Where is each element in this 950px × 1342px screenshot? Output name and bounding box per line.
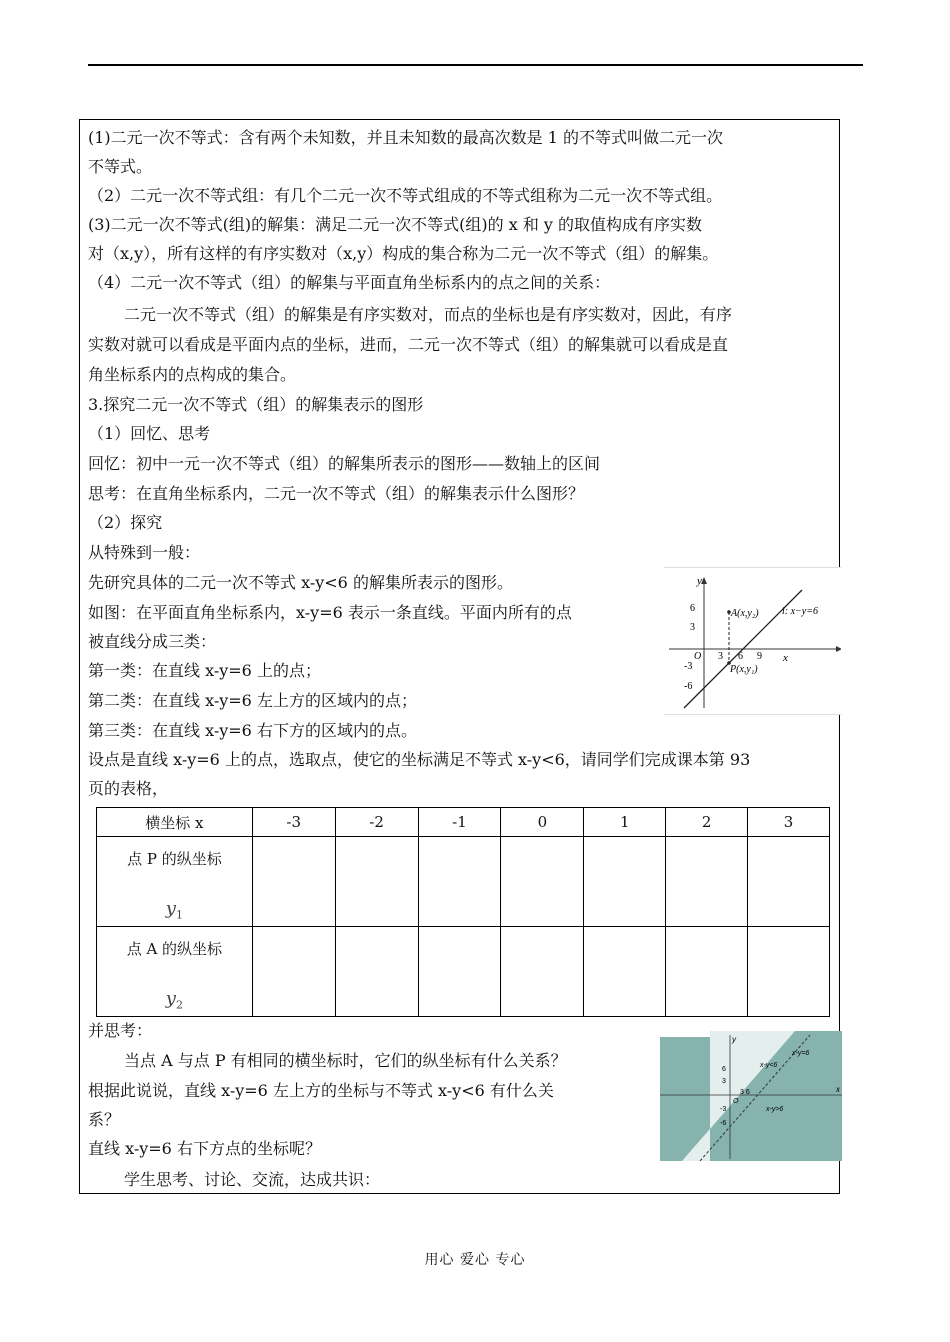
line-label: l: x−y=6	[782, 606, 818, 617]
row-label-cell	[97, 837, 253, 927]
x-axis-label: x	[836, 1085, 840, 1094]
paragraph: 从特殊到一般：	[88, 543, 201, 562]
paragraph: （2）探究	[88, 513, 163, 532]
paragraph: (3)二元一次不等式(组)的解集：满足二元一次不等式(组)的 x 和 y 的取值构成有序实数	[88, 215, 703, 234]
row-label-cell	[97, 927, 253, 1017]
paragraph: 系？	[88, 1110, 121, 1129]
table-header-cell: 1	[584, 808, 666, 837]
table-row-a	[97, 927, 830, 1017]
paragraph: 先研究具体的二元一次不等式 x-y<6 的解集所表示的图形。	[88, 573, 513, 592]
x-axis-arrow	[836, 646, 841, 652]
origin-label: O	[733, 1098, 739, 1105]
x-tick-6: 6	[738, 651, 743, 662]
paragraph: 页的表格，	[88, 779, 169, 798]
paragraph: 学生思考、讨论、交流，达成共识：	[124, 1170, 381, 1189]
y-axis-arrow	[701, 577, 707, 584]
section-heading: 3.探究二元一次不等式（组）的解集表示的图形	[88, 395, 424, 414]
y-axis-label: y	[732, 1035, 736, 1044]
paragraph: 第一类：在直线 x-y=6 上的点；	[88, 661, 321, 680]
paragraph: 根据此说说，直线 x-y=6 左上方的坐标与不等式 x-y<6 有什么关	[88, 1081, 554, 1100]
table-cell[interactable]	[666, 837, 748, 927]
table-cell[interactable]	[666, 927, 748, 1017]
paragraph: 第三类：在直线 x-y=6 右下方的区域内的点。	[88, 721, 417, 740]
paragraph: 不等式。	[88, 157, 153, 176]
upper-region-label: x-y<6	[760, 1062, 778, 1069]
table-cell[interactable]	[584, 927, 666, 1017]
paragraph: 第二类：在直线 x-y=6 左上方的区域内的点；	[88, 691, 417, 710]
paragraph: （2）二元一次不等式组：有几个二元一次不等式组成的不等式组称为二元一次不等式组。	[88, 186, 723, 205]
tick-neg3: -3	[720, 1106, 727, 1113]
paragraph: （4）二元一次不等式（组）的解集与平面直角坐标系内的点之间的关系：	[88, 273, 611, 292]
table-header-cell: -1	[418, 808, 501, 837]
point-p-label: P(x,y₁)	[730, 664, 758, 675]
table-cell[interactable]	[418, 837, 501, 927]
coordinate-table	[96, 807, 830, 1017]
table-cell[interactable]	[748, 927, 830, 1017]
paragraph: 如图：在平面直角坐标系内，x-y=6 表示一条直线。平面内所有的点	[88, 603, 572, 622]
half-plane-figure	[660, 1031, 842, 1161]
paragraph: (1)二元一次不等式：含有两个未知数，并且未知数的最高次数是 1 的不等式叫做二元一次	[88, 128, 724, 147]
table-header-cell: -2	[335, 808, 418, 837]
lower-region-label: x-y>6	[766, 1106, 784, 1113]
origin-label: O	[694, 651, 702, 662]
paragraph: 直线 x-y=6 右下方点的坐标呢？	[88, 1139, 321, 1158]
table-cell[interactable]	[584, 837, 666, 927]
y-axis-label: y	[697, 575, 702, 587]
paragraph: 实数对就可以看成是平面内点的坐标，进而，二元一次不等式（组）的解集就可以看成是直	[88, 335, 729, 354]
table-cell[interactable]	[748, 837, 830, 927]
paragraph: 回忆：初中一元一次不等式（组）的解集所表示的图形——数轴上的区间	[88, 454, 601, 473]
tick-3: 3	[722, 1078, 726, 1085]
paragraph: （1）回忆、思考	[88, 424, 211, 443]
table-header-cell: 2	[666, 808, 748, 837]
table-cell[interactable]	[501, 837, 584, 927]
paragraph: 思考：在直角坐标系内，二元一次不等式（组）的解集表示什么图形？	[88, 484, 585, 503]
paragraph: 角坐标系内的点构成的集合。	[88, 365, 297, 384]
table-cell[interactable]	[335, 927, 418, 1017]
y-tick-neg3: -3	[684, 661, 693, 672]
x-tick-3: 3	[718, 651, 723, 662]
y1-symbol: $y_1$	[165, 897, 183, 922]
paragraph: 二元一次不等式（组）的解集是有序实数对，而点的坐标也是有序实数对，因此，有序	[124, 305, 733, 324]
table-header-cell: 3	[748, 808, 830, 837]
tick-6: 6	[722, 1066, 726, 1073]
table-header-cell: -3	[252, 808, 335, 837]
paragraph: 并思考：	[88, 1021, 153, 1040]
table-row-p	[97, 837, 830, 927]
x-ticks: 3 6	[740, 1089, 750, 1096]
table-cell[interactable]	[335, 837, 418, 927]
half-plane-image	[660, 1031, 842, 1161]
table-header-label: 横坐标 x	[97, 808, 253, 837]
line-label: x-y=6	[792, 1050, 810, 1057]
table-cell[interactable]	[501, 927, 584, 1017]
header-rule	[88, 64, 863, 66]
line-graph-image	[664, 568, 841, 714]
page-footer: 用心 爱心 专心	[424, 1252, 526, 1268]
y-tick-6: 6	[690, 603, 695, 614]
table-header-row	[97, 808, 830, 837]
y-tick-3: 3	[690, 622, 695, 633]
coordinate-figure	[664, 567, 841, 715]
paragraph: 对（x,y），所有这样的有序实数对（x,y）构成的集合称为二元一次不等式（组）的解集。	[88, 244, 719, 263]
table-header-cell: 0	[501, 808, 584, 837]
table-cell[interactable]	[252, 837, 335, 927]
paragraph: 被直线分成三类：	[88, 632, 217, 651]
x-tick-9: 9	[757, 651, 762, 662]
tick-neg6: -6	[720, 1120, 727, 1127]
table-cell[interactable]	[418, 927, 501, 1017]
row-label-p: 点 P 的纵坐标	[127, 849, 222, 868]
paragraph: 当点 A 与点 P 有相同的横坐标时，它们的纵坐标有什么关系？	[124, 1051, 567, 1070]
table-cell[interactable]	[252, 927, 335, 1017]
x-axis-label: x	[783, 652, 788, 664]
row-label-a: 点 A 的纵坐标	[126, 939, 223, 958]
y2-symbol: $y_2$	[165, 987, 183, 1012]
paragraph: 设点是直线 x-y=6 上的点，选取点，使它的坐标满足不等式 x-y<6，请同学们完成课本第 93	[88, 750, 751, 769]
point-a-label: A(x,y₂)	[731, 608, 759, 619]
y-tick-neg6: -6	[684, 681, 693, 692]
